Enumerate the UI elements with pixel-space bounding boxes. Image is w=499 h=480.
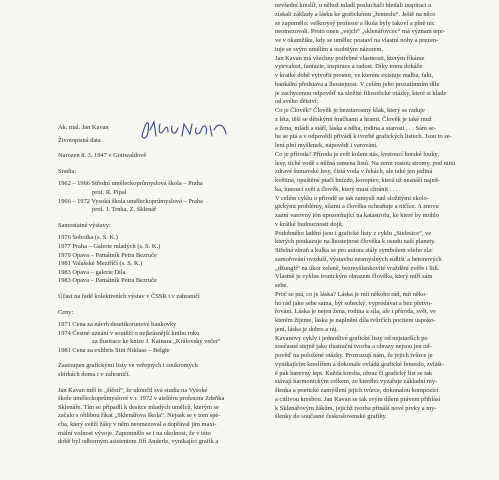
essay-line: zdravé šumavské lesy, čistá voda v řekách, ale také jen jediná	[275, 168, 433, 176]
essay-line: a žena, mládí a stáří, láska a něha, rodina a starosti . . . Sám se-	[275, 124, 436, 132]
essay-line: Vlastně je cyklus ironickým obrazem člověka, který míří sám	[275, 273, 433, 281]
essay-line: současné stejně jako ilustrační tvorba a obrazy nejsou jen od-	[275, 343, 432, 351]
essay-line: ho rád jako sebe sama, být sobecký, vyprodávat a bez přetvo-	[275, 299, 433, 307]
awards-heading: Ceny:	[58, 308, 74, 316]
essay-line: vytrvalost, fantazie, inspirace a radost. Díky tomu dokáže	[275, 63, 423, 71]
study-line: prof. R. Pipal	[92, 188, 127, 196]
essay-line: stávají harmonickým celkem, ze kterého vyzařuje základní my-	[275, 378, 438, 386]
essay-line: škole uměleckoprůmyslové v r. 1972 v atelíéru profesora Zdeňka	[58, 395, 225, 403]
essay-line: bankální představa a lhostejnost. V celém jeho prozatímním díle	[275, 80, 440, 88]
essay-line: Střelná zbraň a kulka se pro autora stály symbolem všeho zla:	[275, 247, 433, 254]
essay-line: V celém cyklu o přírodě se tak zamyslí nad složitými ekolo-	[275, 194, 429, 202]
study-line: 1962 – 1966 Střední uměleckoprůmyslová škola – Praha	[58, 180, 203, 188]
studies-heading: Studia:	[58, 167, 77, 175]
essay-line: ka, lunoucí svět a člověk, který musí chránit . . .	[275, 185, 398, 193]
exhibition-item: 1983 Opava – galerie Dila	[58, 268, 126, 276]
essay-line: nevšední kreslíř, u něhož mladí posluchači hledali inspiraci a	[275, 2, 431, 9]
essay-line: kterých poukazuje na lhostejnost člověka k osudu naší planety.	[275, 238, 436, 246]
essay-line: „džunglí“ na úkor zeleně, bezmyšlenkovité vraždění zvěře i lidí.	[275, 264, 440, 272]
essay-line: pověď na položené otázky. Prozrazují nám, že jejich tvůrce je	[275, 352, 433, 359]
essay-line: lesy, tiché vodě s něžná ramena listů. Na zemi rostou stromy, pod nimi	[275, 159, 456, 167]
essay-line: sebe.	[275, 282, 288, 289]
essay-line: Jan Kavan měl to „štěstí“, že ukončil svá studia na Vysoké	[58, 386, 208, 394]
essay-line: kterém žijeme, láska je naplnění díla tvůrčích pocitem uspoko-	[275, 317, 436, 324]
essay-line: řování. Láska je nejen žena, rodina a síla, ale i příroda, svět, ve	[275, 308, 436, 316]
essay-line: ě pak barevný lept. Každá kresba, obraz či grafický list se tak	[275, 369, 433, 377]
essay-line: době byl odborným asistentem Jiří Anderle, vynikající grafik a	[58, 438, 219, 446]
right-column	[275, 2, 495, 422]
essay-line: jení, láska je dobro a ráj.	[275, 325, 338, 333]
birth-info: Narozen 8. 3. 1947 v Gottwaldově	[58, 152, 147, 160]
exhibition-item: 1977 Praha – Galerie mladých (s. S. K.)	[58, 242, 161, 250]
group-exhibitions-note: Účast na řadě kolektivních výstav v ČSSR i v zahraničí	[58, 292, 200, 300]
essay-line: mální volnost vývoje. Zapomnělo se i na okolnost, že v této	[58, 429, 211, 437]
collections-note: Zastoupen grafickými listy ve veřejných i soukromých	[58, 362, 198, 370]
award-item: za ilustrace ke knize J. Kainara „Královský večer“	[92, 338, 221, 346]
exhibition-item: 1976 Sobotka (s. S. K.)	[58, 234, 118, 242]
essay-line: neomezovali. Proto onen „vejch“ „sklenářovcec“ má význam tepr-	[275, 28, 446, 36]
essay-line: od svého dětství:	[275, 98, 319, 106]
essay-line: Kavanovy cykly i jednotlivé grafické listy od nejstarších po	[275, 334, 428, 342]
essay-line: ve v okamžiku, kdy se umělec postaví na vlastní nohy a prezen-	[275, 37, 439, 44]
essay-line: Podobného ladění jsou i grafické listy z cyklu „Stelesice“, ve	[275, 229, 432, 237]
essay-line: je zachycenou odpověď na složité filosofické otázky, které si klade	[275, 89, 447, 97]
essay-line: získali základy a lásku ke grafickému „řemeslu“. Ještě na něco	[275, 10, 436, 18]
essay-line: šlenka a poetické zamýšlení jejich tvůrce, dokonalou kompozicí	[275, 387, 439, 394]
essay-line: z léta, těší se dětskými hračkami a hrami. Člověk je také muž	[275, 115, 432, 123]
essay-line: v krátké budoucnosti dojít.	[275, 220, 344, 228]
essay-line: Co je příroda? Příroda je svět kolem nás, kvetoucí horské louky,	[275, 150, 439, 158]
essay-intro	[58, 387, 273, 447]
essay-line: v kratké době vytvořit prostor, ve kterém existuje malba, fakt,	[275, 72, 434, 79]
author-name: Ak. mal. Jan Kavan	[58, 124, 109, 131]
left-column	[58, 124, 273, 447]
essay-line: šlenky do současné československé grafiky.	[275, 413, 387, 421]
essay-line: Sklenáře. Tím se připadlí k desítce mladých umělců, kterým se	[58, 403, 219, 411]
exhibition-item: 1983 Opava – Památník Petra Bezruče	[58, 277, 157, 285]
section-title-biography: Životopisná data	[58, 136, 101, 144]
essay-line: tuje se svým umělím a osobitým názorem.	[275, 45, 384, 53]
essay-line: cha, který svěží žáky v něm neomezoval a dopřával jim maxi-	[58, 421, 217, 429]
solo-exhibitions-heading: Samostatné výstavy:	[58, 221, 111, 229]
essay-line: se zapomělo: velkorysý profesor a škola byly takoví a plně nic	[275, 19, 435, 27]
essay-line: k Sklenářovým žákům, jejichž tvorba přináší nové prvky a my-	[275, 404, 437, 412]
study-line: prof. J. Trnka, Z. Sklenář	[92, 206, 157, 214]
essay-line: vynikajícím kreslířem a dokonale ovládá grafické řemeslo, zvlášt-	[275, 360, 444, 368]
exhibition-item: 1981 Valašské Meziříčí (s. S. K.)	[58, 260, 143, 268]
essay-line: Proč se ptá, co je láska? Láska je mít někoho rád, mít něko-	[275, 290, 428, 298]
award-item: 1981 Cena za exlibris Sint Niklaas – Belgie	[58, 346, 170, 354]
essay-line: začalo s oblibou říkat „Sklenářova škola“. Nejsak se v tom spé-	[58, 412, 221, 420]
essay-line: květina, opuštěné ptačí hnízdo, koroptev, která už nesnáší najed-	[275, 177, 440, 184]
essay-line: a citlivou kresbou. Jan Kavan se tak svým dílem právem přihlásí	[275, 395, 441, 403]
essay-line: be se ptá a v odpovědi přivádí k tvorbě grafických listech. Jsou to se-	[275, 133, 452, 141]
essay-line: Co je Člověk? Člověk je bezstarostný klak, který se raduje	[275, 107, 425, 114]
essay-line: Jan Kavan má všechny potřebné vlastnosti, kterým říkáme	[275, 54, 425, 62]
essay-line: zazní varovný tón upozorňující na katastrofu, ke které by mohlo	[275, 212, 439, 219]
award-item: 1971 Cena za návrh desetikorunové bankovky	[58, 321, 177, 329]
essay-line: zamořování ovzduší, výstavbu nesmyslných sídlišť a betonových	[275, 255, 442, 263]
collections-note: sbírkách doma i v zahraničí.	[58, 371, 131, 379]
essay-line: lení plní myšlenek, nápovědí i varování.	[275, 142, 378, 149]
exhibition-item: 1979 Opava – Památník Petra Bezruče	[58, 251, 157, 259]
essay-line: gickými problémy, sílami a člověka ochraňuje a ničíce. A znovu	[275, 203, 439, 211]
study-line: 1966 – 1972 Vysoká škola uměleckoprůmyslová – Praha	[58, 197, 203, 205]
award-item: 1974 Čestné uznání v soutěži o nejkrásnější knihu roku	[58, 329, 200, 337]
